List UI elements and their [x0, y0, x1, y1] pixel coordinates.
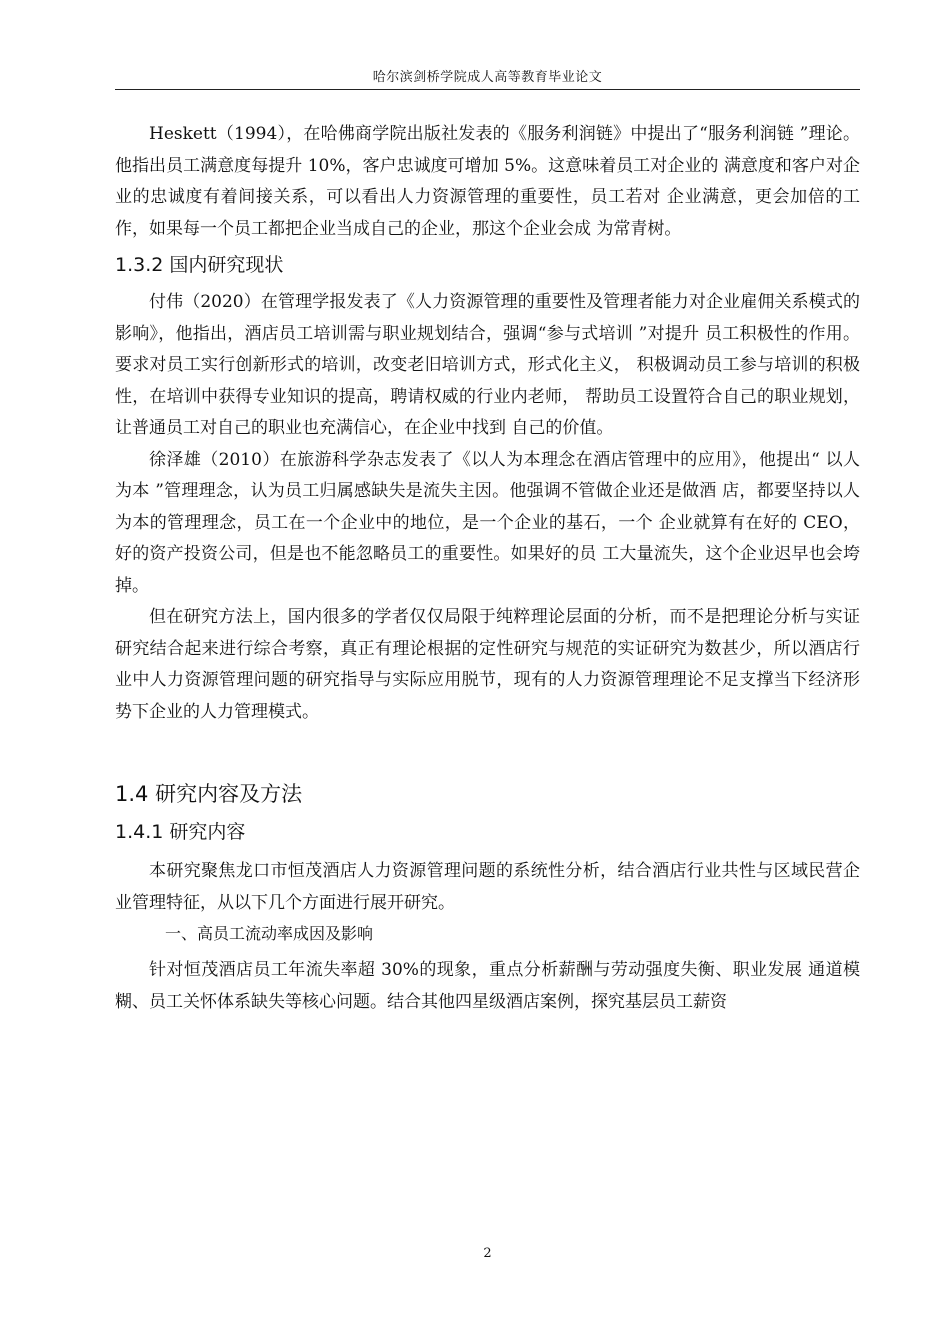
paragraph-turnover: 针对恒茂酒店员工年流失率超 30%的现象，重点分析薪酬与劳动强度失衡、职业发展 通道模糊、员工关怀体系缺失等核心问题。结合其他四星级酒店案例，探究基层员工薪资	[115, 960, 860, 1012]
paragraph-fu-wei: 付伟（2020）在管理学报发表了《人力资源管理的重要性及管理者能力对企业雇佣关系模式的影响》，他指出，酒店员工培训需与职业规划结合，强调“参与式培训 ”对提升 员工积极性的作用。要求对员工实行创新形式的培训，改变老旧培训方式，形式化主义， 积极调动员工参与培训的积极性，在培训中获得专业知识的提高，聘请权威的行业内老师， 帮助员工设置符合自己的职业规划，让普通员工对自己的职业也充满信心，在企业中找到 自己的价值。	[115, 292, 861, 438]
paragraph-research-content: 本研究聚焦龙口市恒茂酒店人力资源管理问题的系统性分析，结合酒店行业共性与区域民营企业管理特征，从以下几个方面进行展开研究。	[115, 861, 860, 913]
paragraph-xu-zexiong: 徐泽雄（2010）在旅游科学杂志发表了《以人为本理念在酒店管理中的应用》，他提出“ 以人为本 ”管理理念，认为员工归属感缺失是流失主因。他强调不管做企业还是做酒 店，都要坚持以人为本的管理理念，员工在一个企业中的地位，是一个企业的基石，一个 企业就算有在好的 CEO，好的资产投资公司，但是也不能忽略员工的重要性。如果好的员 工大量流失，这个企业迟早也会垮掉。	[115, 449, 860, 596]
section-heading-1-4-1: 1.4.1 研究内容	[115, 821, 246, 843]
paragraph-research-methods: 但在研究方法上，国内很多的学者仅仅局限于纯粹理论层面的分析，而不是把理论分析与实证研究结合起来进行综合考察，真正有理论根据的定性研究与规范的实证研究为数甚少，所以酒店行业中人力资源管理问题的研究指导与实际应用脱节，现有的人力资源管理理论不足支撑当下经济形势下企业的人力管理模式。	[115, 607, 860, 722]
page-number: 2	[483, 1246, 492, 1261]
section-heading-1-3-2: 1.3.2 国内研究现状	[115, 254, 284, 276]
section-heading-1-4: 1.4 研究内容及方法	[115, 782, 303, 806]
header-rule	[115, 89, 860, 90]
paragraph-heskett: Heskett（1994），在哈佛商学院出版社发表的《服务利润链》中提出了“服务利润链 ”理论。他指出员工满意度每提升 10%，客户忠诚度可增加 5%。这意味着员工对企业的 满意度和客户对企业的忠诚度有着间接关系，可以看出人力资源管理的重要性，员工若对 企业满意，更会加倍的工作，如果每一个员工都把企业当成自己的企业，那这个企业会成 为常青树。	[115, 124, 860, 239]
list-item-1: 一、高员工流动率成因及影响	[165, 924, 374, 943]
running-header: 哈尔滨剑桥学院成人高等教育毕业论文	[372, 70, 603, 85]
page-body	[115, 119, 860, 1018]
